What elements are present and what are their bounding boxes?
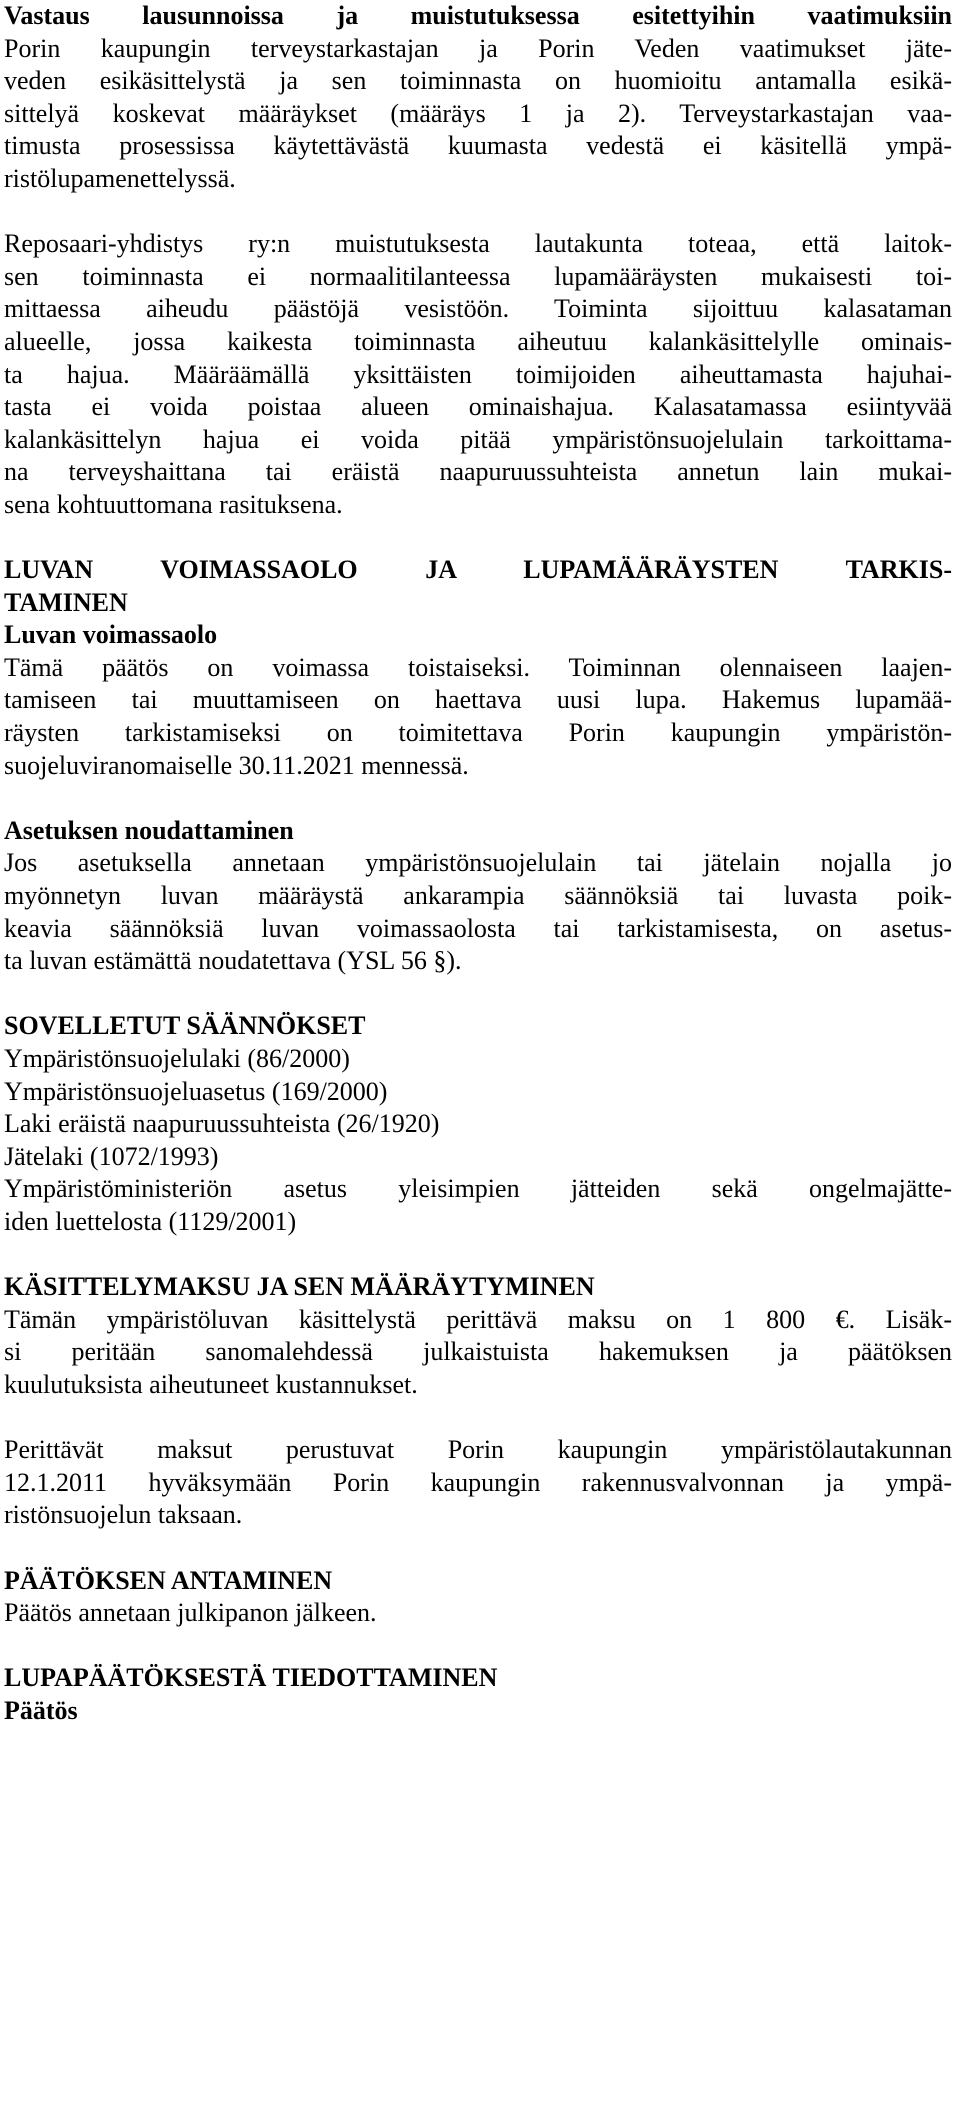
text-line: timusta prosessissa käytettävästä kuumasta vedestä ei käsitellä ympä- (4, 131, 952, 161)
heading-line: Vastaus lausunnoissa ja muistutuksessa esitettyihin vaatimuksiin (4, 1, 952, 30)
text-line: sen toiminnasta ei normaalitilanteessa lupamääräysten mukaisesti toi- (4, 261, 952, 291)
paragraph-gap (4, 978, 952, 1011)
paragraph-luvan-voimassaolo (4, 554, 952, 782)
heading-line: PÄÄTÖKSEN ANTAMINEN (4, 1565, 333, 1595)
text-line: Laki eräistä naapuruussuhteista (26/1920) (4, 1109, 440, 1139)
text-line: myönnetyn luvan määräystä ankarampia säännöksiä tai luvasta poik- (4, 881, 952, 911)
text-line: Jätelaki (1072/1993) (4, 1141, 219, 1171)
paragraph-sovelletut (4, 1010, 952, 1238)
text-line: Ympäristönsuojelulaki (86/2000) (4, 1044, 350, 1073)
text-line: ristölupamenettelyssä. (4, 163, 236, 193)
heading-line: TAMINEN (4, 587, 128, 617)
text-line: Päätös annetaan julkipanon jälkeen. (4, 1598, 377, 1628)
paragraph-gap (4, 1402, 952, 1435)
text-line: ta luvan estämättä noudatettava (YSL 56 §). (4, 946, 462, 976)
heading-line: Asetuksen noudattaminen (4, 815, 294, 845)
text-line: si peritään sanomalehdessä julkaistuista hakemuksen ja päätöksen (4, 1337, 952, 1367)
paragraph-paatoksen-antaminen (4, 1565, 952, 1630)
paragraph-tiedottaminen (4, 1662, 952, 1727)
text-line: sena kohtuuttomana rasituksena. (4, 489, 343, 519)
text-line: keavia säännöksiä luvan voimassaolosta tai tarkistamisesta, on asetus- (4, 913, 952, 943)
text-line: Reposaari-yhdistys ry:n muistutuksesta lautakunta toteaa, että laitok- (4, 229, 952, 259)
paragraph-gap (4, 1532, 952, 1565)
text-line: kuulutuksista aiheutuneet kustannukset. (4, 1369, 418, 1399)
text-line: iden luettelosta (1129/2001) (4, 1206, 297, 1236)
text-line: räysten tarkistamiseksi on toimitettava Porin kaupungin ympäristön- (4, 718, 952, 748)
paragraph-kasittelymaksu (4, 1271, 952, 1401)
heading-line: LUPAPÄÄTÖKSESTÄ TIEDOTTAMINEN (4, 1663, 498, 1693)
heading-line: Päätös (4, 1695, 78, 1725)
text-line: 12.1.2011 hyväksymään Porin kaupungin rakennusvalvonnan ja ympä- (4, 1467, 952, 1497)
paragraph-gap (4, 1630, 952, 1663)
text-line: Jos asetuksella annetaan ympäristönsuojelulain tai jätelain nojalla jo (4, 848, 952, 878)
heading-line: Luvan voimassaolo (4, 620, 218, 650)
paragraph-gap (4, 782, 952, 815)
text-line: ta hajua. Määräämällä yksittäisten toimijoiden aiheuttamasta hajuhai- (4, 359, 952, 389)
paragraph-gap (4, 196, 952, 229)
text-line: na terveyshaittana tai eräistä naapuruussuhteista annetun lain mukai- (4, 457, 952, 487)
text-line: tasta ei voida poistaa alueen ominaishajua. Kalasatamassa esiintyvää (4, 392, 952, 422)
paragraph-gap (4, 1239, 952, 1272)
text-line: Tämä päätös on voimassa toistaiseksi. Toiminnan olennaiseen laajen- (4, 652, 952, 682)
text-line: Ympäristöministeriön asetus yleisimpien jätteiden sekä ongelmajätte- (4, 1174, 952, 1204)
heading-line: SOVELLETUT SÄÄNNÖKSET (4, 1011, 366, 1041)
text-line: mittaessa aiheudu päästöjä vesistöön. Toiminta sijoittuu kalasataman (4, 294, 952, 324)
text-line: suojeluviranomaiselle 30.11.2021 mennessä. (4, 750, 469, 780)
text-line: alueelle, jossa kaikesta toiminnasta aiheutuu kalankäsittelylle ominais- (4, 326, 952, 356)
text-line: veden esikäsittelystä ja sen toiminnasta on huomioitu antamalla esikä- (4, 66, 952, 96)
text-line: Porin kaupungin terveystarkastajan ja Porin Veden vaatimukset jäte- (4, 33, 952, 63)
paragraph-gap (4, 522, 952, 555)
paragraph-asetuksen (4, 815, 952, 978)
text-line: ristönsuojelun taksaan. (4, 1500, 243, 1530)
paragraph-reposaari (4, 228, 952, 521)
heading-line: LUVAN VOIMASSAOLO JA LUPAMÄÄRÄYSTEN TARKIS- (4, 555, 952, 585)
paragraph-perittavat (4, 1434, 952, 1532)
paragraph-vastaus (4, 0, 952, 196)
text-line: Ympäristönsuojeluasetus (169/2000) (4, 1076, 388, 1106)
text-line: kalankäsittelyn hajua ei voida pitää ympäristönsuojelulain tarkoittama- (4, 424, 952, 454)
text-line: Perittävät maksut perustuvat Porin kaupungin ympäristölautakunnan (4, 1435, 952, 1465)
text-line: Tämän ympäristöluvan käsittelystä perittävä maksu on 1 800 €. Lisäk- (4, 1304, 952, 1334)
text-line: tamiseen tai muuttamiseen on haettava uusi lupa. Hakemus lupamää- (4, 685, 952, 715)
heading-line: KÄSITTELYMAKSU JA SEN MÄÄRÄYTYMINEN (4, 1272, 595, 1302)
text-line: sittelyä koskevat määräykset (määräys 1 ja 2). Terveystarkastajan vaa- (4, 98, 952, 128)
